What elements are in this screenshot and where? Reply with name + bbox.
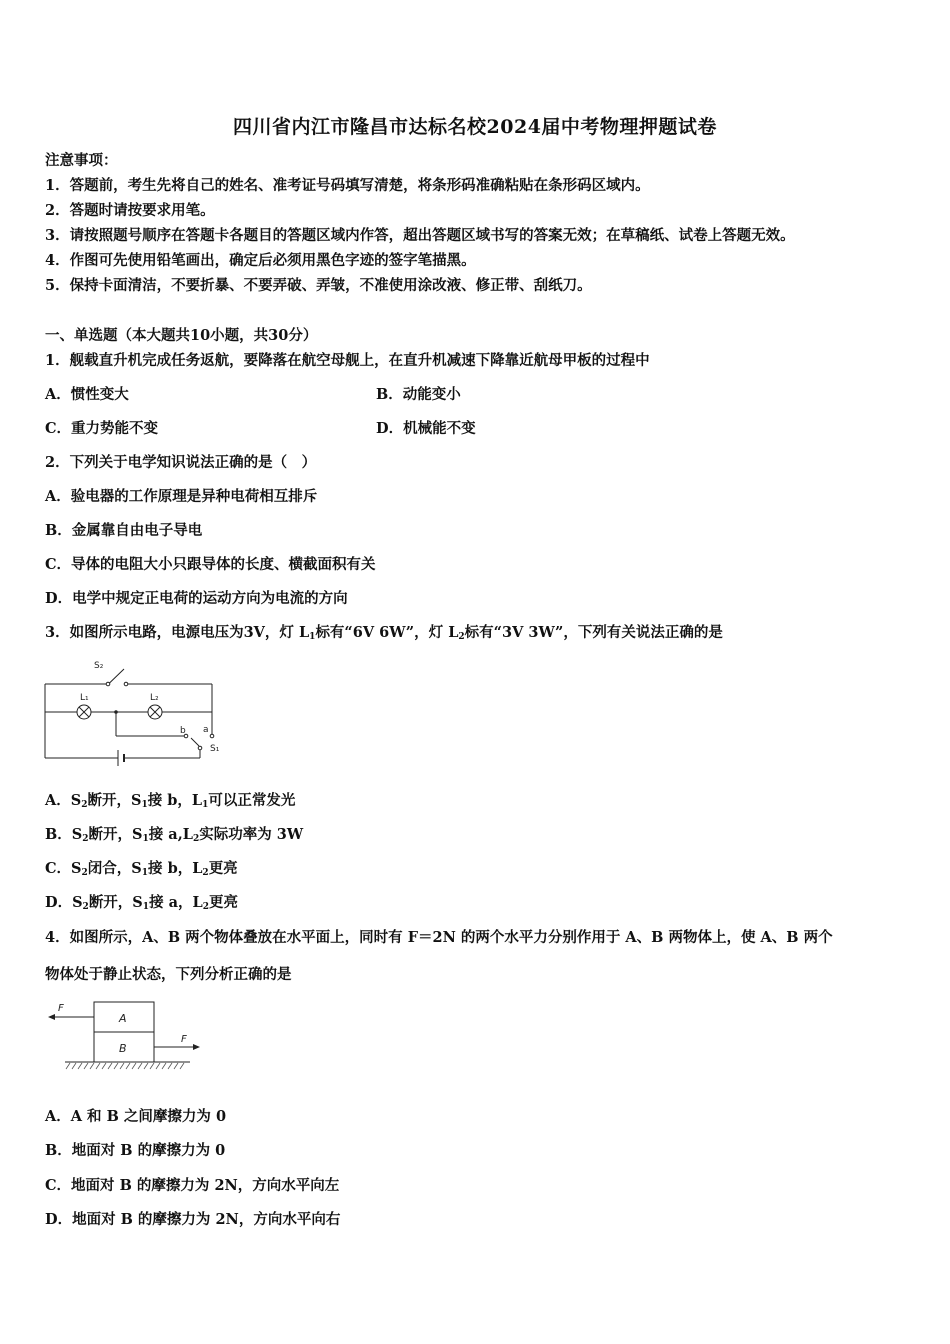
label-l2: L₂: [150, 693, 159, 703]
q4-blocks-diagram: [40, 996, 210, 1076]
q4-option-d: D．地面对 B 的摩擦力为 2N，方向水平向右: [45, 1211, 341, 1228]
page-title: 四川省内江市隆昌市达标名校2024届中考物理押题试卷: [233, 116, 717, 138]
q3-option-a: A．$S_2$断开，$S_1$接 b，$L_1$可以正常发光: [45, 792, 296, 810]
ground-hatch: [66, 1063, 184, 1069]
notice-item-5: 5．保持卡面清洁，不要折暴、不要弄破、弄皱，不准使用涂改液、修正带、刮纸刀。: [45, 277, 592, 294]
notice-item-3: 3．请按照题号顺序在答题卡各题目的答题区域内作答，超出答题区域书写的答案无效；在草稿纸、试卷上答题无效。: [45, 227, 795, 244]
notice-item-2: 2．答题时请按要求用笔。: [45, 202, 215, 219]
label-block-a: A: [119, 1012, 127, 1025]
notice-item-1: 1．答题前，考生先将自己的姓名、准考证号码填写清楚，将条形码准确粘贴在条形码区域内。: [45, 177, 650, 194]
notice-heading: 注意事项：: [45, 152, 118, 169]
q3-option-c: C．$S_2$闭合，$S_1$接 b，$L_2$更亮: [45, 860, 238, 878]
q4-stem-line-1: 4．如图所示，A、B 两个物体叠放在水平面上，同时有 F＝2N 的两个水平力分别作用于 A、B 两物体上，使 A、B 两个: [45, 929, 833, 946]
q4-option-a: A．A 和 B 之间摩擦力为 0: [45, 1108, 227, 1125]
q1-option-c: C．重力势能不变: [45, 420, 159, 437]
q4-option-c: C．地面对 B 的摩擦力为 2N，方向水平向左: [45, 1177, 340, 1194]
label-s1: S₁: [210, 744, 220, 754]
label-l1: L₁: [80, 693, 89, 703]
q3-option-b: B．$S_2$断开，$S_1$接 $a,L_2$实际功率为 3W: [45, 826, 304, 844]
label-b: b: [180, 726, 186, 736]
label-f-right: F: [181, 1034, 187, 1045]
q3-stem: 3．如图所示电路，电源电压为3V，灯 $L_1$标有“6V 6W”，灯 $L_2$标有“3V 3W”，下列有关说法正确的是: [45, 624, 723, 642]
q2-option-d: D．电学中规定正电荷的运动方向为电流的方向: [45, 590, 348, 607]
q4-stem-line-2: 物体处于静止状态，下列分析正确的是: [45, 966, 292, 983]
q4-option-b: B．地面对 B 的摩擦力为 0: [45, 1142, 226, 1159]
label-a: a: [203, 725, 209, 735]
q3-option-d: D．$S_2$断开，$S_1$接 a，$L_2$更亮: [45, 894, 238, 912]
label-f-left: F: [58, 1003, 64, 1014]
q2-option-b: B．金属靠自由电子导电: [45, 522, 203, 539]
label-s2: S₂: [94, 661, 104, 671]
section-heading: 一、单选题（本大题共10小题，共30分）: [45, 327, 318, 344]
label-block-b: B: [119, 1042, 127, 1055]
q2-stem: 2．下列关于电学知识说法正确的是（ ）: [45, 454, 317, 471]
q3-circuit-diagram: [40, 656, 230, 778]
q2-option-c: C．导体的电阻大小只跟导体的长度、横截面积有关: [45, 556, 376, 573]
q1-option-b: B．动能变小: [376, 386, 461, 403]
q1-stem: 1．舰载直升机完成任务返航，要降落在航空母舰上，在直升机减速下降靠近航母甲板的过程中: [45, 352, 650, 369]
q2-option-a: A．验电器的工作原理是异种电荷相互排斥: [45, 488, 318, 505]
q1-option-a: A．惯性变大: [45, 386, 129, 403]
notice-item-4: 4．作图可先使用铅笔画出，确定后必须用黑色字迹的签字笔描黑。: [45, 252, 476, 269]
q1-option-d: D．机械能不变: [376, 420, 476, 437]
